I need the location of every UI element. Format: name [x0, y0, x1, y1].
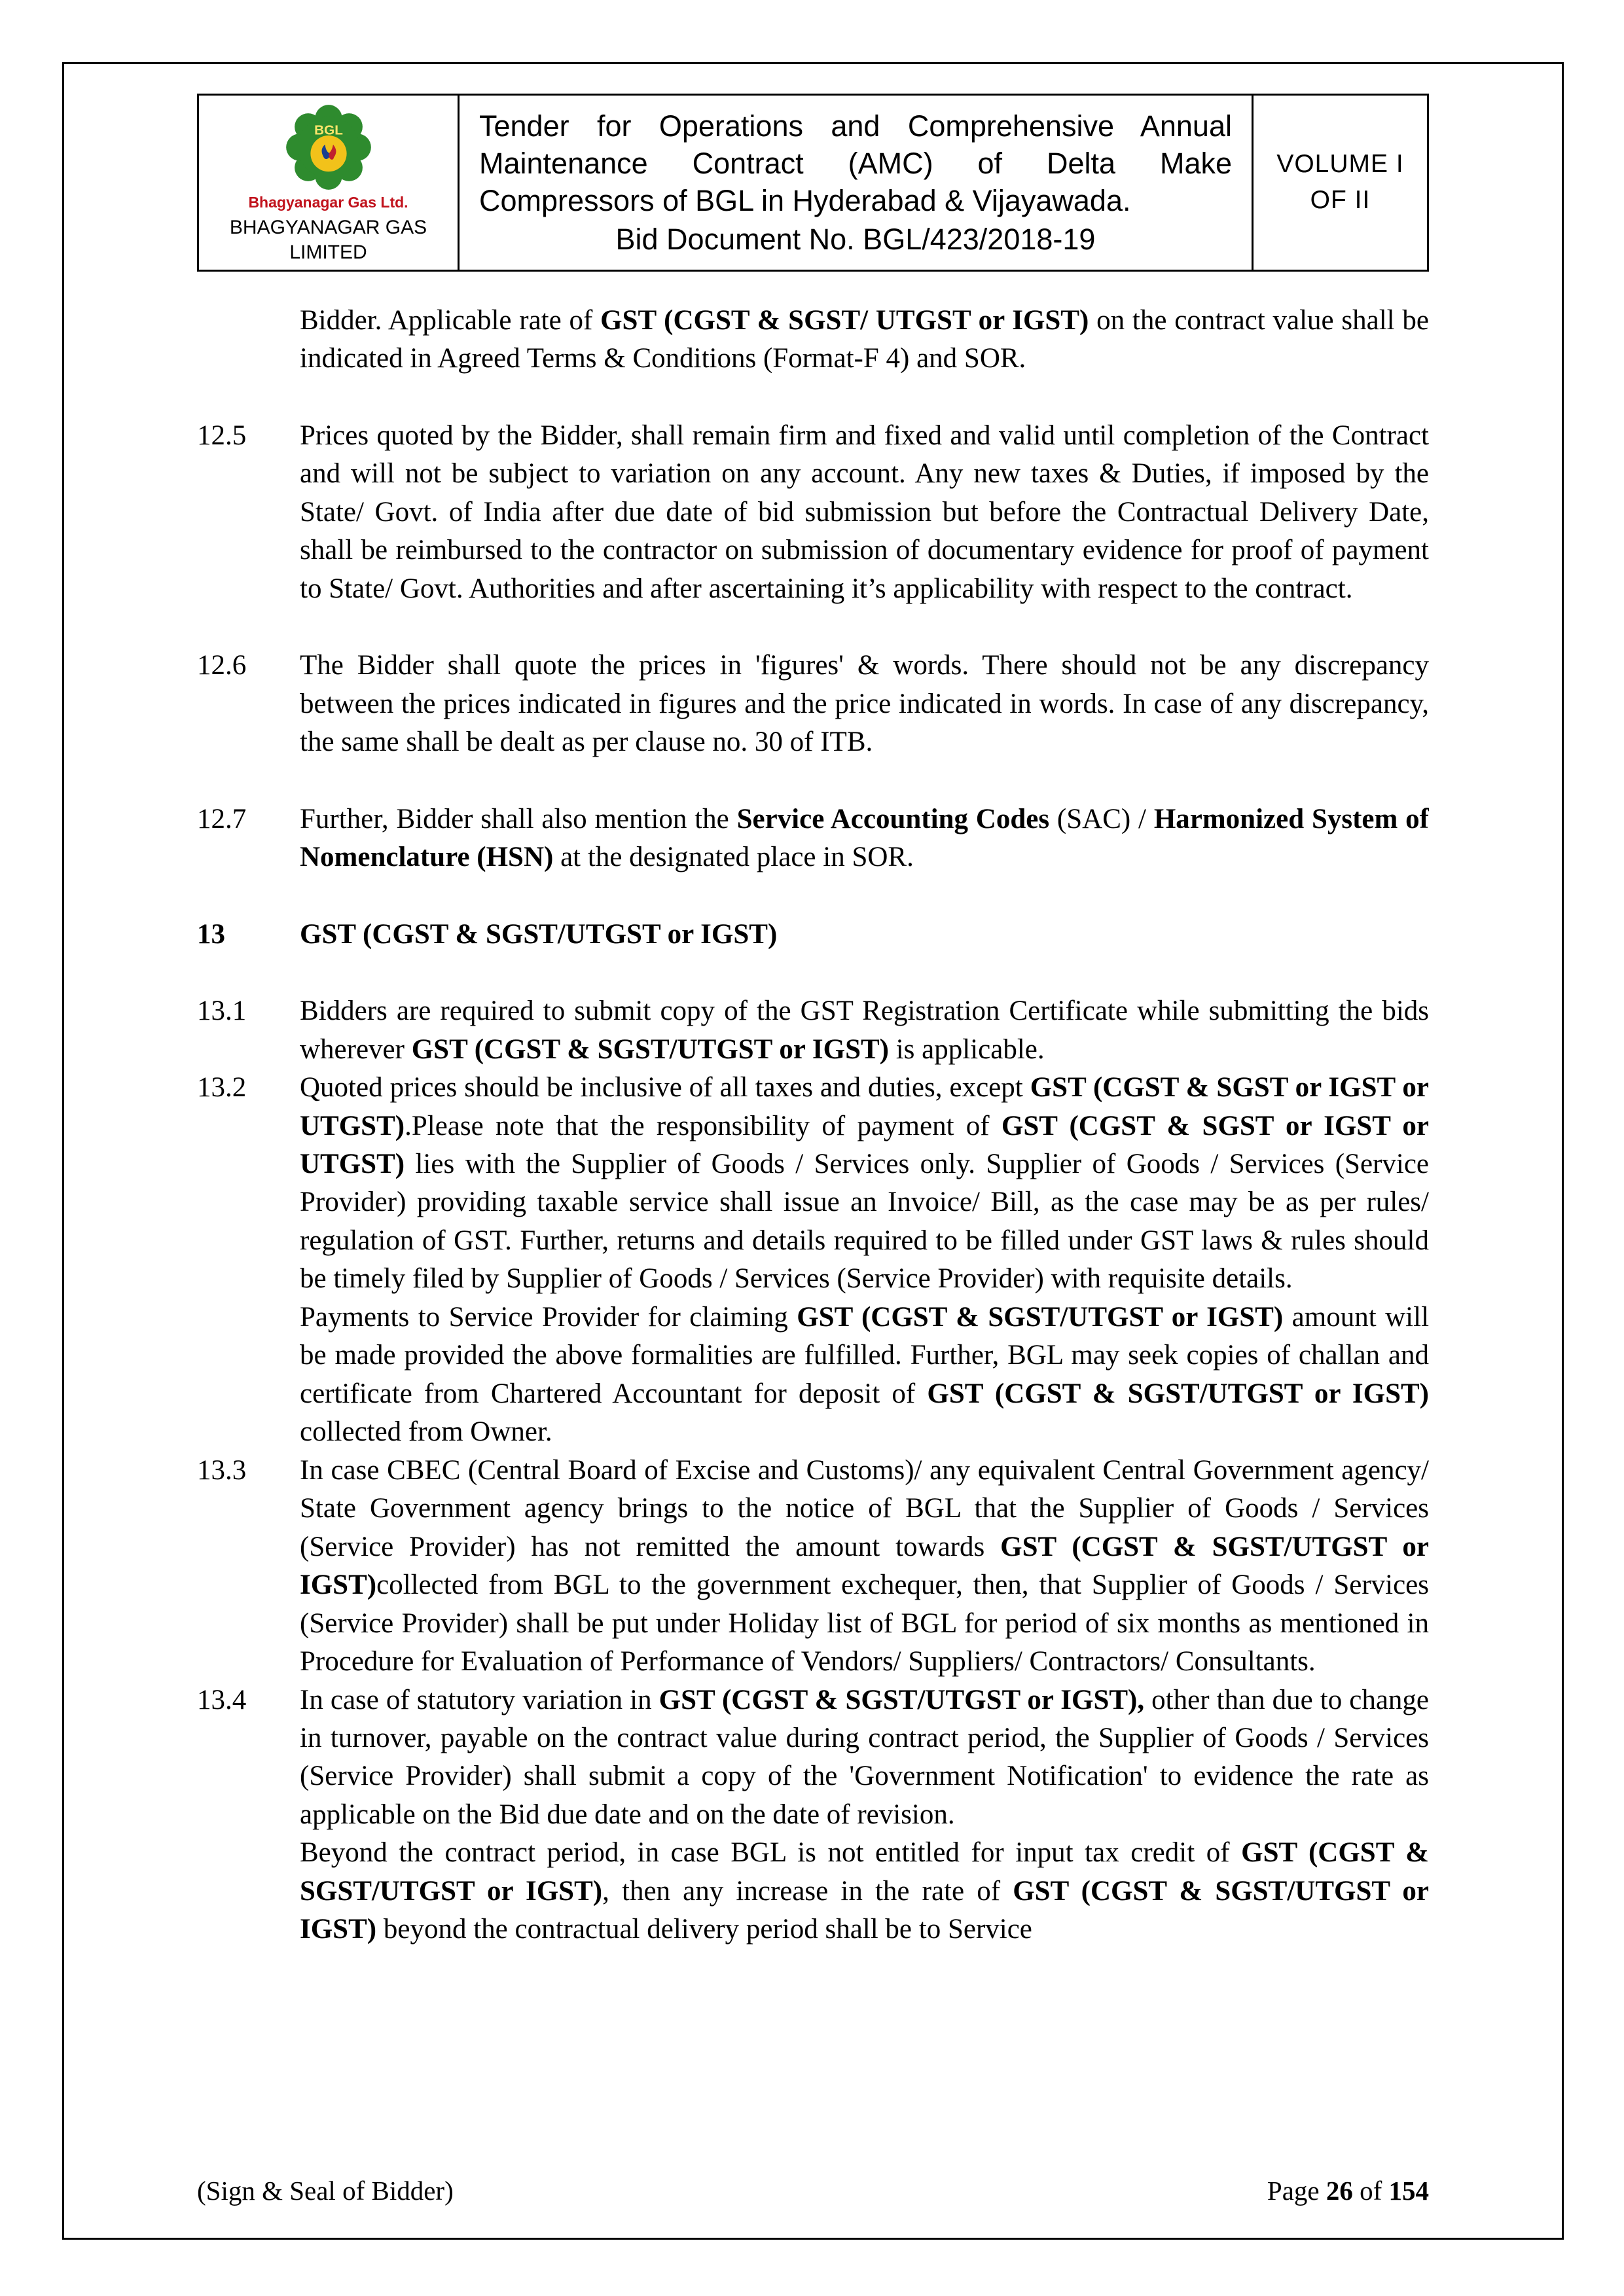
- clause-13-3: [197, 1452, 1429, 1681]
- logo-letters: BGL: [314, 122, 343, 138]
- document-header-table: [197, 94, 1429, 272]
- clause-number: 12.6: [197, 650, 247, 681]
- clause-13-heading: [197, 916, 1429, 954]
- bid-document-number: Bid Document No. BGL/423/2018-19: [615, 223, 1096, 257]
- clause-12-5: [197, 417, 1429, 608]
- clause-13-1: [197, 992, 1429, 1069]
- company-name: BHAGYANAGAR GAS LIMITED: [229, 217, 427, 263]
- clause-continuation: [197, 302, 1429, 378]
- clause-text: Bidder. Applicable rate of GST (CGST & SGST/ UTGST or IGST) on the contract value shall be indicated in Agreed Terms & Conditions (Format-F 4) and SOR.: [300, 305, 1429, 374]
- volume-cell: [1253, 95, 1428, 271]
- clause-text: In case CBEC (Central Board of Excise and Customs)/ any equivalent Central Government agency/ State Government agency brings to the notice of BGL that the Supplier of Goods / Services (Service Provider) has not remitted the amount towards GST (CGST & SGST/UTGST or IGST)collected from BGL to the government exchequer, then, that Supplier of Goods / Services (Service Provider) shall be put under Holiday list of BGL for period of six months as mentioned in Procedure for Evaluation of Performance of Vendors/ Suppliers/ Contractors/ Consultants.: [300, 1454, 1429, 1677]
- volume-line1: VOLUME I: [1276, 150, 1404, 179]
- clause-number: 12.5: [197, 420, 247, 451]
- clause-number: 12.7: [197, 803, 247, 834]
- clause-number: 13.1: [197, 996, 247, 1027]
- clause-13-2: [197, 1069, 1429, 1452]
- logo-block: [204, 102, 452, 264]
- clause-text: GST (CGST & SGST/UTGST or IGST): [300, 918, 778, 950]
- clause-number: 13.4: [197, 1684, 247, 1715]
- clause-number: 13: [197, 918, 225, 950]
- clause-text: In case of statutory variation in GST (CGST & SGST/UTGST or IGST), other than due to change in turnover, payable on the contract value during contract period, the Supplier of Goods / Services (Service Provider) shall submit a copy of the 'Government Notification' to evidence the rate as applicable on the Bid due date and on the date of revision. Beyond the contract period, in case BGL is not entitled for input tax credit of GST (CGST & SGST/UTGST or IGST), then any increase in the rate of GST (CGST & SGST/UTGST or IGST) beyond the contractual delivery period shall be to Service: [300, 1684, 1429, 1945]
- bgl-logo-icon: [283, 102, 374, 192]
- clause-12-7: [197, 800, 1429, 877]
- sign-seal-label: (Sign & Seal of Bidder): [197, 2176, 454, 2206]
- page-footer: [197, 2175, 1429, 2206]
- clause-text: The Bidder shall quote the prices in 'figures' & words. There should not be any discrepancy between the prices indicated in figures and the price indicated in words. In case of any discrepancy, the same shall be dealt as per clause no. 30 of ITB.: [300, 650, 1429, 758]
- clause-text: Further, Bidder shall also mention the Service Accounting Codes (SAC) / Harmonized System of Nomenclature (HSN) at the designated place in SOR.: [300, 803, 1429, 873]
- clause-number: 13.3: [197, 1454, 247, 1486]
- clause-text: Prices quoted by the Bidder, shall remain firm and fixed and valid until completion of the Contract and will not be subject to variation on any account. Any new taxes & Duties, if imposed by the State/ Govt. of India after due date of bid submission but before the Contractual Delivery Date, shall be reimbursed to the contractor on submission of documentary evidence for proof of payment to State/ Govt. Authorities and after ascertaining it’s applicability with respect to the contract.: [300, 420, 1429, 604]
- tender-title: Tender for Operations and Comprehensive Annual Maintenance Contract (AMC) of Delta Make Compressors of BGL in Hyderabad & Vijayawada.: [479, 109, 1232, 217]
- page-border: [62, 62, 1564, 2240]
- clause-12-6: [197, 647, 1429, 761]
- title-cell: [459, 95, 1253, 271]
- clause-13-4: [197, 1681, 1429, 1949]
- logo-cell: [198, 95, 459, 271]
- clause-text: Quoted prices should be inclusive of all taxes and duties, except GST (CGST & SGST or IGST or UTGST).Please note that the responsibility of payment of GST (CGST & SGST or IGST or UTGST) lies with the Supplier of Goods / Services only. Supplier of Goods / Services (Service Provider) providing taxable service shall issue an Invoice/ Bill, as the case may be as per rules/ regulation of GST. Further, returns and details required to be filled under GST laws & rules should be timely filed by Supplier of Goods / Services (Service Provider) with requisite details. Payments to Service Provider for claiming GST (CGST & SGST/UTGST or IGST) amount will be made provided the above formalities are fulfilled. Further, BGL may seek copies of challan and certificate from Chartered Accountant for deposit of GST (CGST & SGST/UTGST or IGST) collected from Owner.: [300, 1072, 1429, 1448]
- logo-subtext: Bhagyanagar Gas Ltd.: [248, 194, 408, 211]
- document-body: [197, 302, 1429, 2175]
- volume-line2: OF II: [1310, 186, 1371, 214]
- page-number: Page 26 of 154: [1267, 2176, 1429, 2206]
- clause-number: [197, 302, 300, 378]
- clause-text: Bidders are required to submit copy of the GST Registration Certificate while submitting the bids wherever GST (CGST & SGST/UTGST or IGST) is applicable.: [300, 996, 1429, 1065]
- clause-number: 13.2: [197, 1072, 247, 1103]
